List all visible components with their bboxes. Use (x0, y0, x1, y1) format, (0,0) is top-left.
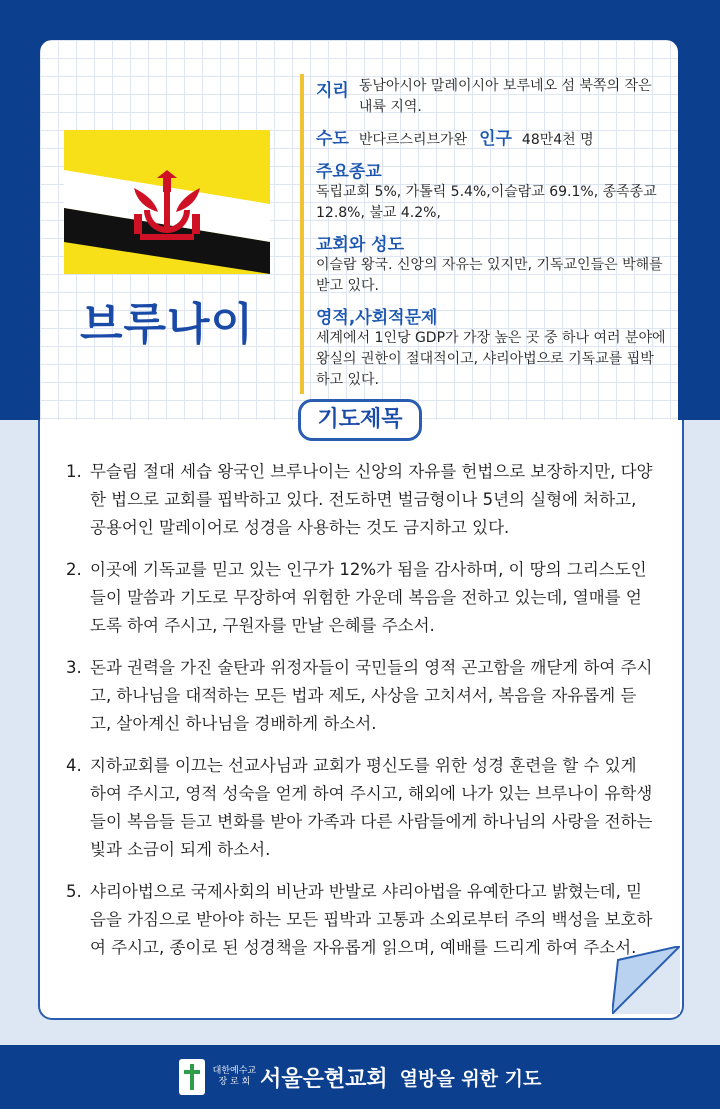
prayer-text: 이곳에 기독교를 믿고 있는 인구가 12%가 됨을 감사하며, 이 땅의 그리스도인들이 말씀과 기도로 무장하여 위험한 가운데 복음을 전하고 있는데, 열매를 얻도록 하여 주시고, 구원자를 만날 은혜를 주소서. (90, 560, 647, 635)
population-label: 인구 (479, 129, 512, 149)
accent-divider (300, 74, 304, 394)
prayer-number: 2. (66, 560, 82, 579)
country-info (316, 76, 666, 397)
prayer-item (66, 878, 656, 962)
geo-text: 동남아시아 말레이시아 보루네오 섬 북쪽의 작은 내륙 지역. (358, 78, 652, 115)
prayer-item (66, 458, 656, 542)
issues-label: 영적,사회적문제 (316, 308, 438, 328)
prayer-number: 5. (66, 882, 82, 901)
church-name: 서울은현교회 (260, 1066, 388, 1092)
church-label: 교회와 성도 (316, 235, 405, 255)
issues-text: 세계에서 1인당 GDP가 가장 높은 곳 중 하나 여러 분야에 왕실의 권한이 절대적이고, 샤리아법으로 기독교를 핍박하고 있다. (316, 330, 666, 388)
prayer-text: 무슬림 절대 세습 왕국인 브루나이는 신앙의 자유를 헌법으로 보장하지만, 다양한 법으로 교회를 핍박하고 있다. 전도하면 벌금형이나 5년의 실형에 처하고, 공용어인 말레이어로 성경을 사용하는 것도 금지하고 있다. (90, 462, 653, 537)
capital-text: 반다르스리브가완 (358, 132, 468, 148)
footer (0, 1045, 720, 1109)
geo-label: 지리 (316, 81, 349, 101)
religion-text: 독립교회 5%, 가톨릭 5.4%,이슬람교 69.1%, 종족종교 12.8%, 불교 4.2%, (316, 184, 657, 221)
prayer-number: 3. (66, 658, 82, 677)
population-text: 48만4천 명 (521, 132, 594, 148)
prayer-text: 돈과 권력을 가진 술탄과 위정자들이 국민들의 영적 곤고함을 깨닫게 하여 주시고, 하나님을 대적하는 모든 법과 제도, 사상을 고치셔서, 복음을 자유롭게 듣고, 살아계신 하나님을 경배하게 하소서. (90, 658, 653, 733)
brunei-flag-icon (64, 130, 270, 274)
prayer-text: 샤리아법으로 국제사회의 비난과 반발로 샤리아법을 유예한다고 밝혔는데, 믿음을 가짐으로 받아야 하는 모든 핍박과 고통과 소외로부터 주의 백성을 보호하여 주시고, 종이로 된 성경책을 자유롭게 읽으며, 예배를 드리게 하여 주소서. (90, 882, 653, 957)
prayer-item (66, 752, 656, 864)
denomination-bottom: 장 로 회 (218, 1077, 251, 1087)
prayer-list (66, 458, 656, 976)
cross-logo-icon (179, 1059, 205, 1095)
denomination-top: 대한예수교 (212, 1066, 257, 1076)
prayer-number: 1. (66, 462, 82, 481)
capital-label: 수도 (316, 129, 349, 149)
religion-label: 주요종교 (316, 162, 382, 182)
church-text: 이슬람 왕국. 신앙의 자유는 있지만, 기독교인들은 박해를 받고 있다. (316, 257, 663, 294)
prayer-item (66, 556, 656, 640)
prayer-text: 지하교회를 이끄는 선교사님과 교회가 평신도를 위한 성경 훈련을 할 수 있게 하여 주시고, 영적 성숙을 얻게 하여 주시고, 해외에 나가 있는 브루나이 유학생들이 복음들 듣고 변화를 받아 가족과 다른 사람들에게 하나님의 사랑을 전하는 빛과 소금이 되게 하소서. (90, 756, 653, 859)
prayer-item (66, 654, 656, 738)
prayer-title: 기도제목 (298, 399, 422, 441)
prayer-number: 4. (66, 756, 82, 775)
denomination (213, 1066, 256, 1088)
country-name: 브루나이 (79, 299, 254, 350)
footer-slogan: 열방을 위한 기도 (399, 1067, 542, 1090)
